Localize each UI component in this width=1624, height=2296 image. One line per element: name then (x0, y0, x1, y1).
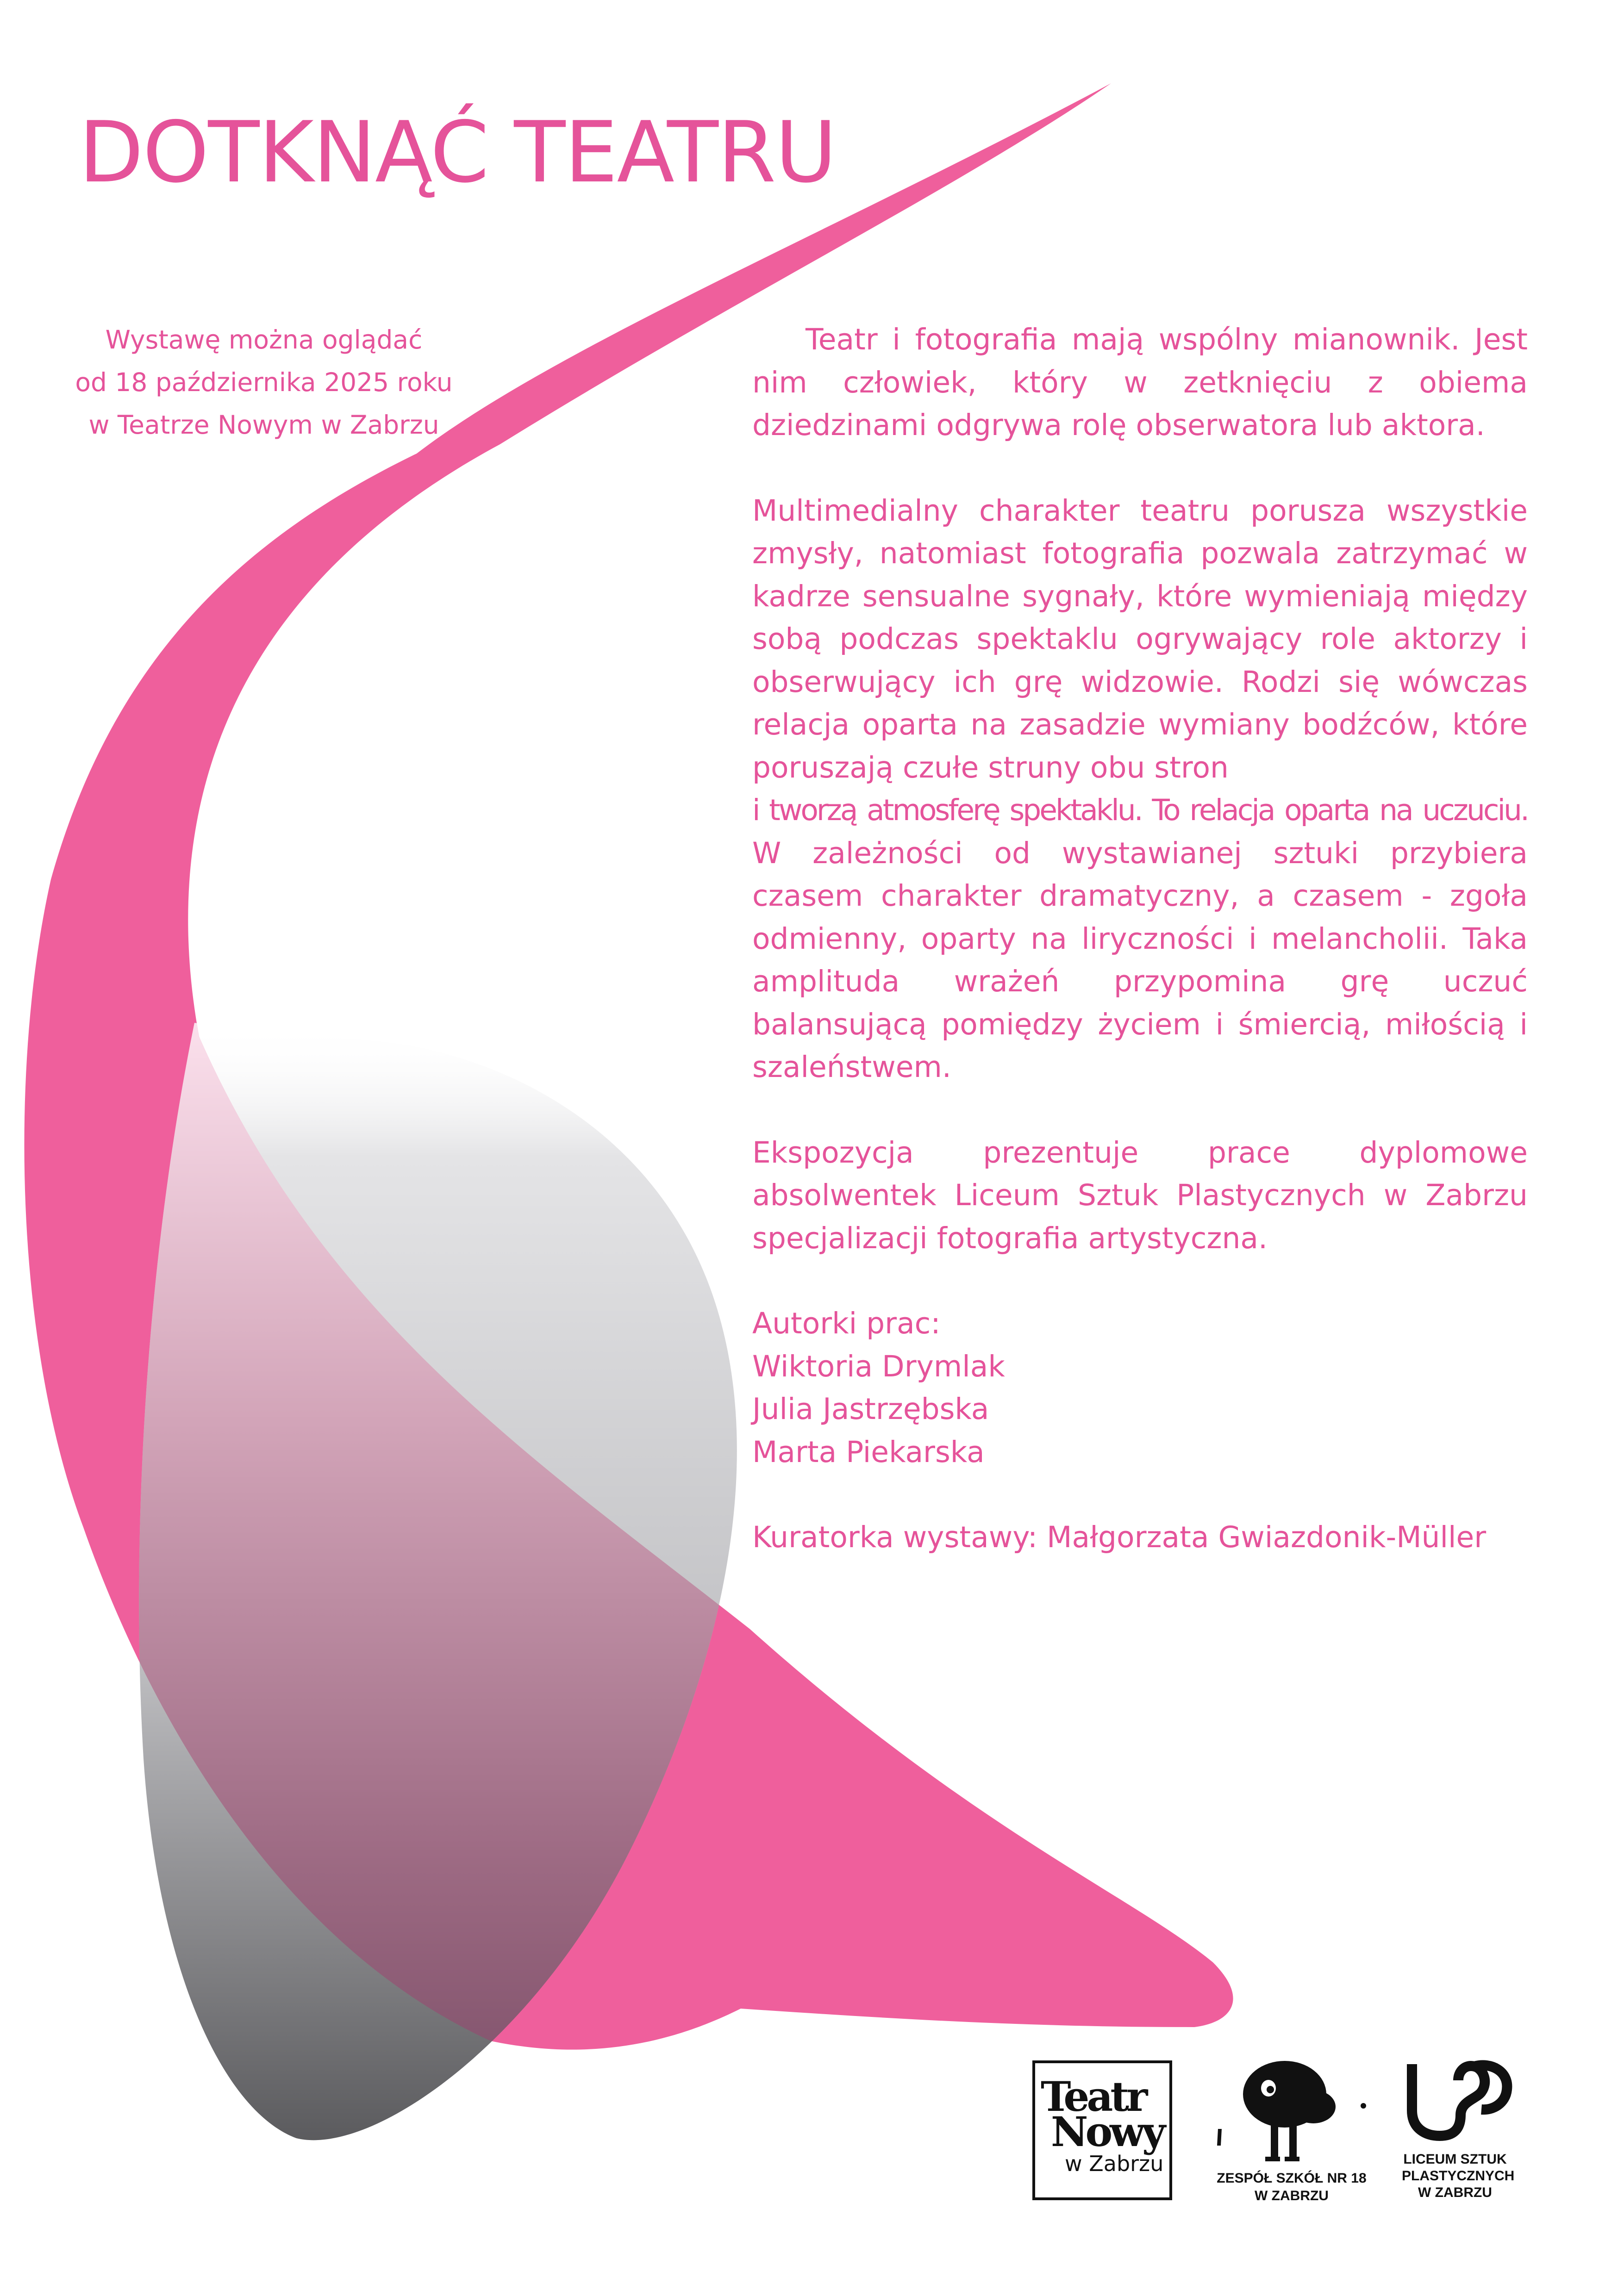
poster-title: DOTKNĄĆ TEATRU (79, 103, 836, 201)
authors-label: Autorki prac: (752, 1307, 941, 1340)
lsp-mark-icon (1398, 2055, 1518, 2147)
author-name: Wiktoria Drymlak (752, 1349, 1005, 1383)
lsp-logo (1398, 2055, 1565, 2212)
side-note-line: w Teatrze Nowym w Zabrzu (88, 410, 439, 440)
paragraph-amplitude: W zależności od wystawianej sztuki przybiera czasem charakter dramatyczny, a czasem - zgoła odmienny, oparty na liryczności i melancholii. Taka amplituda wrażeń przypomina grę uczuć balansującą pomiędzy życiem i śmiercią, miłością i szaleństwem. (752, 836, 1528, 1084)
exhibition-description (752, 318, 1528, 1559)
zespol-szkol-caption: ZESPÓŁ SZKÓŁ NR 18 (1217, 2171, 1367, 2186)
zespol-szkol-caption: W ZABRZU (1255, 2188, 1329, 2203)
side-note-line: Wystawę można oglądać (105, 325, 423, 355)
teatr-nowy-logo-line: Teatr (1041, 2072, 1145, 2121)
paragraph-exposition: Ekspozycja prezentuje prace dyplomowe absolwentek Liceum Sztuk Plastycznych w Zabrzu specjalizacji fotografia artystyczna. (752, 1135, 1528, 1255)
author-name: Julia Jastrzębska (752, 1392, 989, 1426)
lsp-caption: LICEUM SZTUK (1403, 2152, 1507, 2167)
authors-list (752, 1302, 1528, 1474)
paragraph-multimedia: Multimedialny charakter teatru porusza wszystkie zmysły, natomiast fotografia pozwala zatrzymać w kadrze sensualne sygnały, które wymieniają między sobą podczas spektaklu ogrywający role aktorzy i obserwujący ich grę widzowie. Rodzi się wówczas relacja oparta na zasadzie wymiany bodźców, które poruszają czułe struny obu stron (752, 493, 1528, 784)
curator-line: Kuratorka wystawy: Małgorzata Gwiazdonik-Müller (752, 1520, 1487, 1554)
paragraph-intro: Teatr i fotografia mają wspólny mianownik. Jest nim człowiek, który w zetknięciu z obiema dziedzinami odgrywa rolę obserwatora lub aktora. (752, 323, 1528, 442)
zespol-szkol-logo (1215, 2055, 1368, 2212)
teatr-nowy-logo-line: Nowy (1051, 2108, 1163, 2156)
side-note-line: od 18 października 2025 roku (75, 367, 453, 397)
teatr-nowy-logo (1032, 2060, 1172, 2200)
mascot-icon (1215, 2055, 1368, 2171)
lsp-caption: PLASTYCZNYCH (1402, 2168, 1515, 2184)
teatr-nowy-logo-line: w Zabrzu (1065, 2151, 1164, 2176)
lsp-caption: W ZABRZU (1418, 2185, 1492, 2200)
exhibition-dates-note (69, 318, 458, 446)
author-name: Marta Piekarska (752, 1435, 985, 1469)
paragraph-multimedia-cont: i tworzą atmosferę spektaklu. To relacja oparta na uczuciu. (752, 793, 1528, 827)
